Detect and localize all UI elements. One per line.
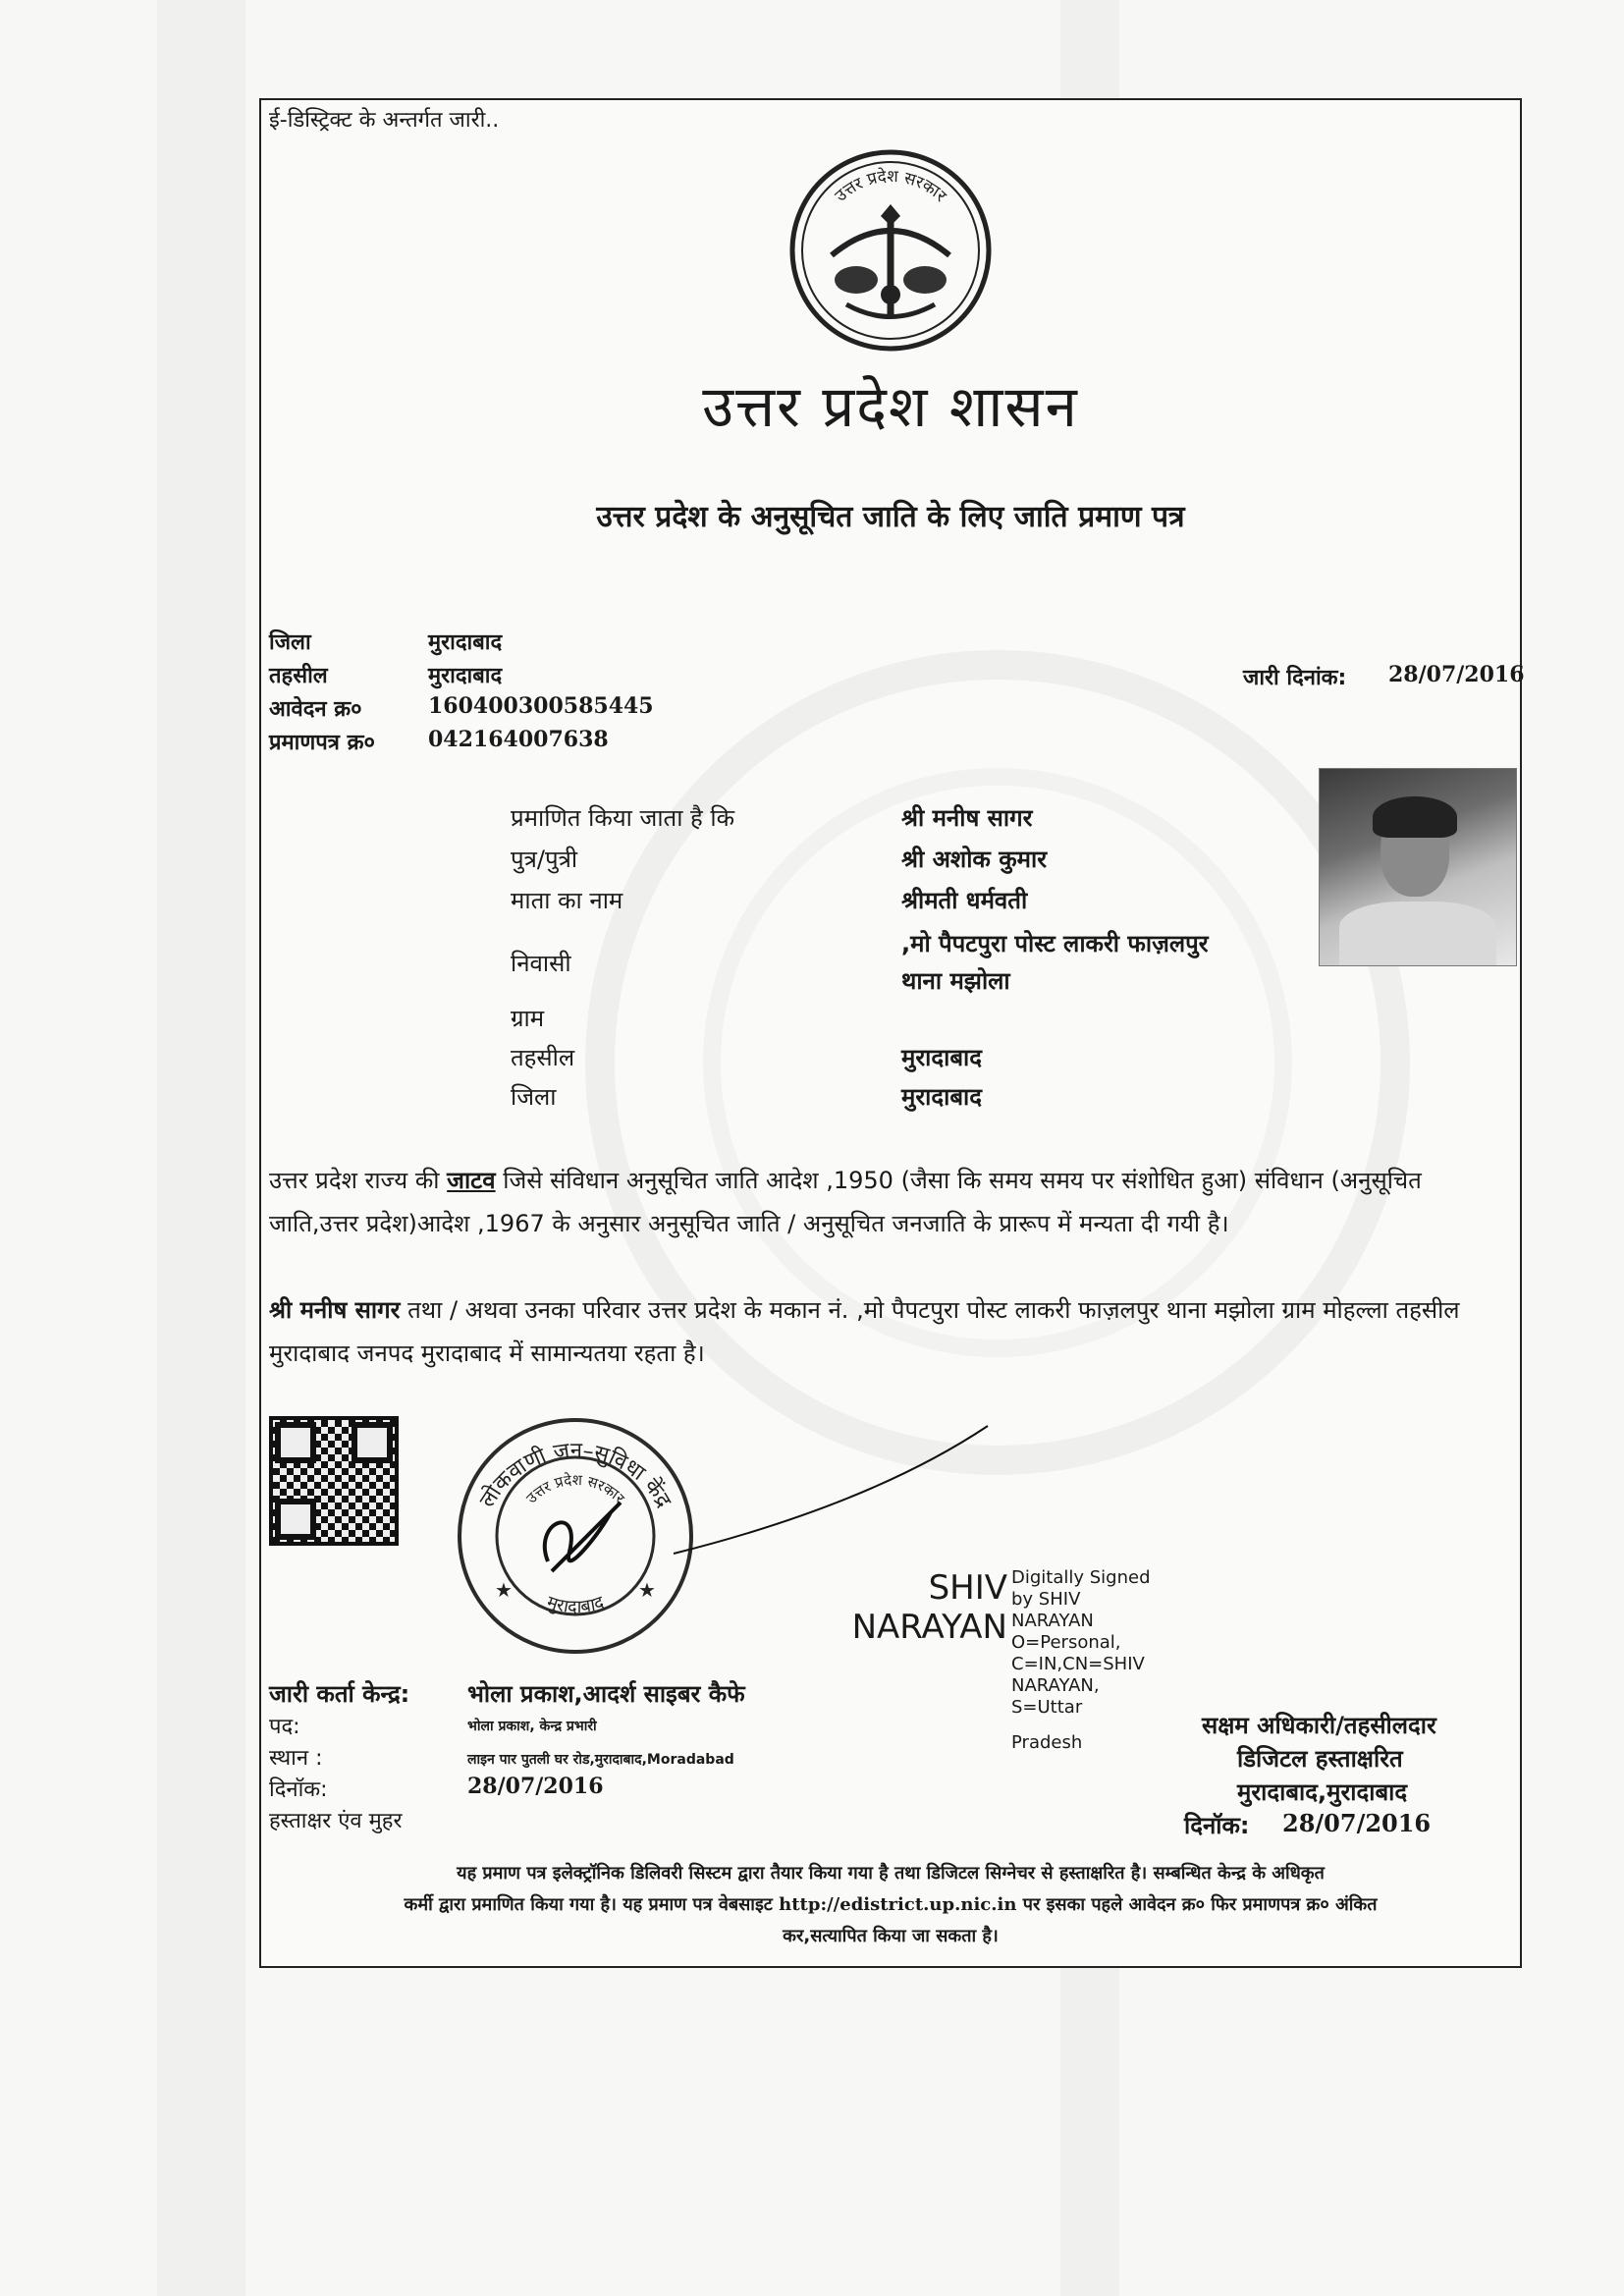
detail-label: माता का नाम bbox=[511, 887, 623, 914]
certificate-title: उत्तर प्रदेश के अनुसूचित जाति के लिए जाति प्रमाण पत्र bbox=[596, 500, 1185, 534]
father-name: श्री अशोक कुमार bbox=[901, 846, 1048, 873]
stamp-bottom-text: मुरादाबाद bbox=[544, 1592, 607, 1618]
stamp-inner-text: उत्तर प्रदेश सरकार bbox=[522, 1470, 628, 1507]
tehsil-detail-value: मुरादाबाद bbox=[901, 1044, 983, 1071]
certificate-number: 042164007638 bbox=[428, 727, 609, 752]
mother-name: श्रीमती धर्मवती bbox=[901, 887, 1028, 914]
sig-detail-line: C=IN,CN=SHIV bbox=[1011, 1654, 1145, 1674]
tehsil-label: तहसील bbox=[269, 664, 328, 688]
issue-date: 28/07/2016 bbox=[1388, 662, 1525, 687]
sig-detail-line: by SHIV bbox=[1011, 1589, 1081, 1610]
residence-statement bbox=[269, 1288, 1506, 1375]
sig-detail-line: O=Personal, bbox=[1011, 1632, 1121, 1653]
issuer-centre-label: जारी कर्ता केन्द्र: bbox=[269, 1680, 410, 1708]
sig-detail-line: NARAYAN bbox=[1011, 1611, 1094, 1631]
detail-label: प्रमाणित किया जाता है कि bbox=[511, 804, 735, 832]
certificate bbox=[259, 98, 1525, 1968]
government-title: उत्तर प्रदेश शासन bbox=[702, 373, 1079, 440]
emblem-text: उत्तर प्रदेश सरकार bbox=[831, 166, 950, 206]
note-line: यह प्रमाण पत्र इलेक्ट्रॉनिक डिलिवरी सिस्टम द्वारा तैयार किया गया है तथा डिजिटल सिग्नेचर से हस्ताक्षरित है। सम्बन्धित केन्द्र के अधिकृत bbox=[457, 1863, 1325, 1884]
sig-detail-line: Pradesh bbox=[1011, 1732, 1083, 1753]
applicant-name: श्री मनीष सागर bbox=[901, 804, 1033, 832]
application-number: 160400300585445 bbox=[428, 693, 654, 719]
scan-artifact bbox=[157, 0, 245, 2296]
residence-police-station: थाना मझोला bbox=[901, 967, 1010, 995]
issuer-place-label: स्थान : bbox=[269, 1746, 323, 1771]
signer-name-line1: SHIV bbox=[928, 1568, 1007, 1608]
digital-signature-details bbox=[1011, 1567, 1151, 1754]
up-government-emblem bbox=[787, 147, 994, 354]
certificate-number-label: प्रमाणपत्र क्र० bbox=[269, 731, 375, 755]
district-detail-value: मुरादाबाद bbox=[901, 1083, 983, 1111]
resident-name: श्री मनीष सागर bbox=[269, 1296, 401, 1324]
issue-date-label: जारी दिनांक: bbox=[1243, 666, 1347, 690]
issuer-place-value: लाइन पार पुतली घर रोड,मुरादाबाद,Moradabad bbox=[467, 1752, 734, 1768]
sign-and-seal-label: हस्ताक्षर एंव मुहर bbox=[269, 1809, 403, 1833]
statement-prefix: उत्तर प्रदेश राज्य की bbox=[269, 1167, 440, 1194]
svg-text:मुरादाबाद bbox=[544, 1592, 607, 1617]
svg-text:★: ★ bbox=[638, 1578, 656, 1602]
signer-name-block bbox=[811, 1568, 1007, 1647]
detail-label: तहसील bbox=[511, 1044, 575, 1071]
signer-name-line2: NARAYAN bbox=[851, 1608, 1007, 1647]
authority-date-value: 28/07/2016 bbox=[1282, 1809, 1432, 1837]
note-line: कर,सत्यापित किया जा सकता है। bbox=[783, 1926, 999, 1946]
detail-label: जिला bbox=[511, 1083, 557, 1111]
note-line2-prefix: कर्मी द्वारा प्रमाणित किया गया है। यह प्रमाण पत्र वेबसाइट bbox=[404, 1894, 773, 1915]
statement-suffix: जिसे संविधान अनुसूचित जाति आदेश ,1950 (जैसा कि समय समय पर संशोधित हुआ) संविधान (अनुसूचित जाति,उत्तर प्रदेश)आदेश ,1967 के अनुसार अनुसूचित जाति / अनुसूचित जनजाति के प्रारूप में मन्यता दी गयी है। bbox=[269, 1167, 1422, 1237]
qr-code bbox=[269, 1416, 399, 1546]
authority-date-label: दिनॉक: bbox=[1184, 1812, 1250, 1839]
residence-text: तथा / अथवा उनका परिवार उत्तर प्रदेश के मकान नं. ,मो पैपटपुरा पोस्ट लाकरी फाज़लपुर थाना मझोला ग्राम मोहल्ला तहसील मुरादाबाद जनपद मुरादाबाद में सामान्यतया रहता है। bbox=[269, 1296, 1460, 1367]
residence-address: ,मो पैपटपुरा पोस्ट लाकरी फाज़लपुर bbox=[901, 930, 1209, 957]
issuer-date-label: दिनॉक: bbox=[269, 1777, 328, 1802]
applicant-photo bbox=[1319, 768, 1517, 966]
detail-label: निवासी bbox=[511, 950, 571, 977]
svg-text:★: ★ bbox=[495, 1578, 513, 1602]
district-label: जिला bbox=[269, 630, 311, 655]
tehsil-value: मुरादाबाद bbox=[428, 664, 503, 688]
sig-detail-line: S=Uttar bbox=[1011, 1697, 1083, 1718]
issued-under-note: ई-डिस्ट्रिक्ट के अन्तर्गत जारी.. bbox=[269, 108, 500, 133]
caste-name: जाटव bbox=[447, 1167, 496, 1194]
authority-title: सक्षम अधिकारी/तहसीलदार bbox=[1202, 1712, 1436, 1739]
note-line bbox=[281, 1889, 1500, 1921]
issuer-post-label: पद: bbox=[269, 1715, 300, 1739]
note-line2-suffix: पर इसका पहले आवेदन क्र० फिर प्रमाणपत्र क्र० अंकित bbox=[1022, 1894, 1378, 1915]
issuer-post-value: भोला प्रकाश, केन्द्र प्रभारी bbox=[467, 1719, 597, 1734]
application-number-label: आवेदन क्र० bbox=[269, 697, 362, 722]
district-value: मुरादाबाद bbox=[428, 630, 503, 655]
issuer-date-value: 28/07/2016 bbox=[467, 1774, 604, 1799]
issuer-centre-value: भोला प्रकाश,आदर्श साइबर कैफे bbox=[467, 1680, 745, 1708]
detail-label: ग्राम bbox=[511, 1005, 545, 1032]
sig-detail-line: Digitally Signed bbox=[1011, 1567, 1151, 1588]
caste-statement bbox=[269, 1159, 1506, 1245]
detail-label: पुत्र/पुत्री bbox=[511, 846, 578, 873]
sig-detail-line: NARAYAN, bbox=[1011, 1675, 1100, 1696]
authority-digitally-signed: डिजिटल हस्ताक्षरित bbox=[1237, 1745, 1403, 1773]
verification-note bbox=[281, 1858, 1500, 1952]
verification-website-link[interactable]: http://edistrict.up.nic.in bbox=[779, 1894, 1017, 1915]
signature-stroke bbox=[556, 1406, 998, 1563]
authority-place: मुरादाबाद,मुरादाबाद bbox=[1237, 1778, 1408, 1806]
stamp-outer-text: लोकवाणी जन–सुविधा केंद्र bbox=[474, 1438, 677, 1512]
